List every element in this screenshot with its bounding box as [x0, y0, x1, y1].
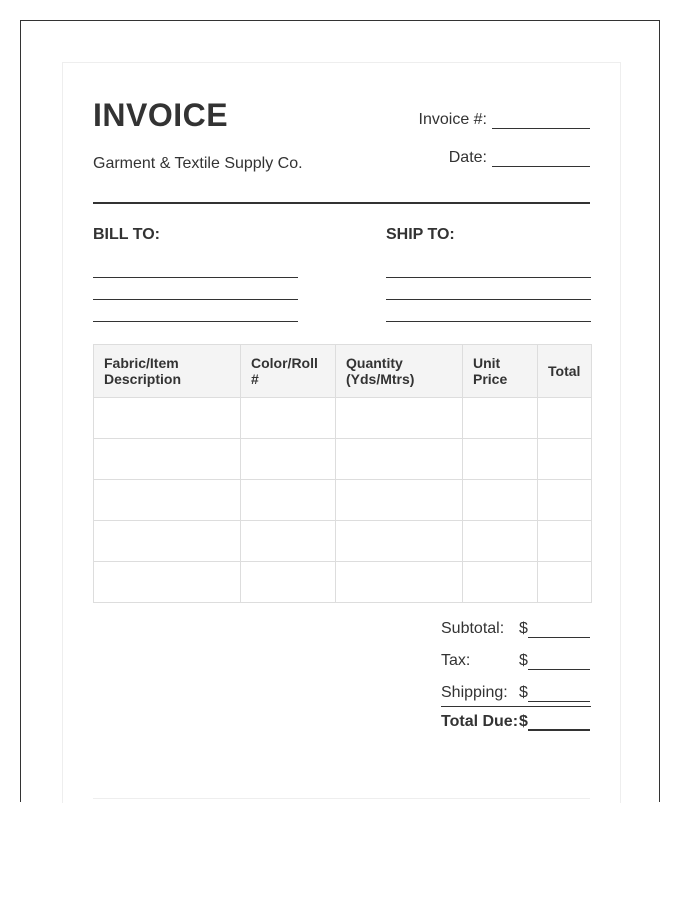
table-cell[interactable] — [463, 521, 538, 562]
currency-symbol: $ — [519, 652, 528, 669]
invoice-title: INVOICE — [93, 97, 229, 133]
header-total: Total — [538, 345, 592, 398]
shipping-field[interactable] — [528, 687, 590, 702]
tax-row — [441, 652, 591, 684]
table-cell[interactable] — [463, 480, 538, 521]
date-row — [449, 149, 590, 167]
ship-to-line-3[interactable] — [386, 300, 591, 322]
table-cell[interactable] — [463, 562, 538, 603]
table-cell[interactable] — [336, 439, 463, 480]
table-cell[interactable] — [538, 480, 592, 521]
header-quantity: Quantity (Yds/Mtrs) — [336, 345, 463, 398]
table-row — [94, 562, 592, 603]
table-row — [94, 521, 592, 562]
totals-section — [441, 620, 591, 745]
table-cell[interactable] — [241, 398, 336, 439]
table-row — [94, 439, 592, 480]
shipping-label: Shipping: — [441, 684, 508, 701]
table-cell[interactable] — [241, 439, 336, 480]
table-cell[interactable] — [336, 562, 463, 603]
total-due-label: Total Due: — [441, 713, 519, 730]
table-cell[interactable] — [241, 480, 336, 521]
table-row — [94, 398, 592, 439]
company-name: Garment & Textile Supply Co. — [93, 155, 303, 172]
header-unit-price: Unit Price — [463, 345, 538, 398]
table-cell[interactable] — [241, 562, 336, 603]
header-color-roll: Color/Roll # — [241, 345, 336, 398]
bill-to-section — [93, 226, 298, 322]
header-divider — [93, 202, 590, 204]
table-cell[interactable] — [336, 398, 463, 439]
total-due-field[interactable] — [528, 715, 590, 731]
invoice-number-field[interactable] — [492, 114, 590, 129]
header-description: Fabric/Item Description — [94, 345, 241, 398]
table-cell[interactable] — [538, 398, 592, 439]
table-cell[interactable] — [94, 439, 241, 480]
subtotal-field[interactable] — [528, 623, 590, 638]
invoice-card — [62, 62, 621, 803]
page-sheet — [20, 20, 660, 802]
table-cell[interactable] — [94, 398, 241, 439]
table-cell[interactable] — [336, 521, 463, 562]
tax-field[interactable] — [528, 655, 590, 670]
date-label: Date: — [448, 149, 487, 166]
bill-to-line-2[interactable] — [93, 278, 298, 300]
invoice-number-label: Invoice #: — [418, 111, 487, 128]
totals-divider — [441, 706, 591, 707]
currency-symbol: $ — [519, 684, 528, 701]
table-cell[interactable] — [94, 480, 241, 521]
total-due-row — [441, 713, 591, 745]
subtotal-label: Subtotal: — [441, 620, 505, 637]
bill-to-line-3[interactable] — [93, 300, 298, 322]
ship-to-line-1[interactable] — [386, 256, 591, 278]
table-cell[interactable] — [538, 439, 592, 480]
currency-symbol: $ — [519, 620, 528, 637]
ship-to-line-2[interactable] — [386, 278, 591, 300]
date-field[interactable] — [492, 152, 590, 167]
table-cell[interactable] — [538, 562, 592, 603]
table-cell[interactable] — [94, 562, 241, 603]
table-header-row — [94, 345, 592, 398]
ship-to-section — [386, 226, 591, 322]
invoice-number-row — [419, 111, 590, 129]
table-cell[interactable] — [336, 480, 463, 521]
bill-to-label: BILL TO: — [93, 226, 160, 243]
shipping-row — [441, 684, 591, 706]
table-cell[interactable] — [241, 521, 336, 562]
footer-divider — [93, 798, 590, 799]
subtotal-row — [441, 620, 591, 652]
total-due-value[interactable] — [519, 713, 590, 731]
subtotal-value[interactable] — [519, 620, 590, 638]
items-table — [93, 344, 592, 603]
bill-to-line-1[interactable] — [93, 256, 298, 278]
table-cell[interactable] — [463, 398, 538, 439]
ship-to-label: SHIP TO: — [386, 226, 455, 243]
table-cell[interactable] — [538, 521, 592, 562]
currency-symbol: $ — [519, 713, 528, 730]
table-cell[interactable] — [94, 521, 241, 562]
tax-label: Tax: — [441, 652, 471, 669]
tax-value[interactable] — [519, 652, 590, 670]
table-cell[interactable] — [463, 439, 538, 480]
shipping-value[interactable] — [519, 684, 590, 702]
table-row — [94, 480, 592, 521]
